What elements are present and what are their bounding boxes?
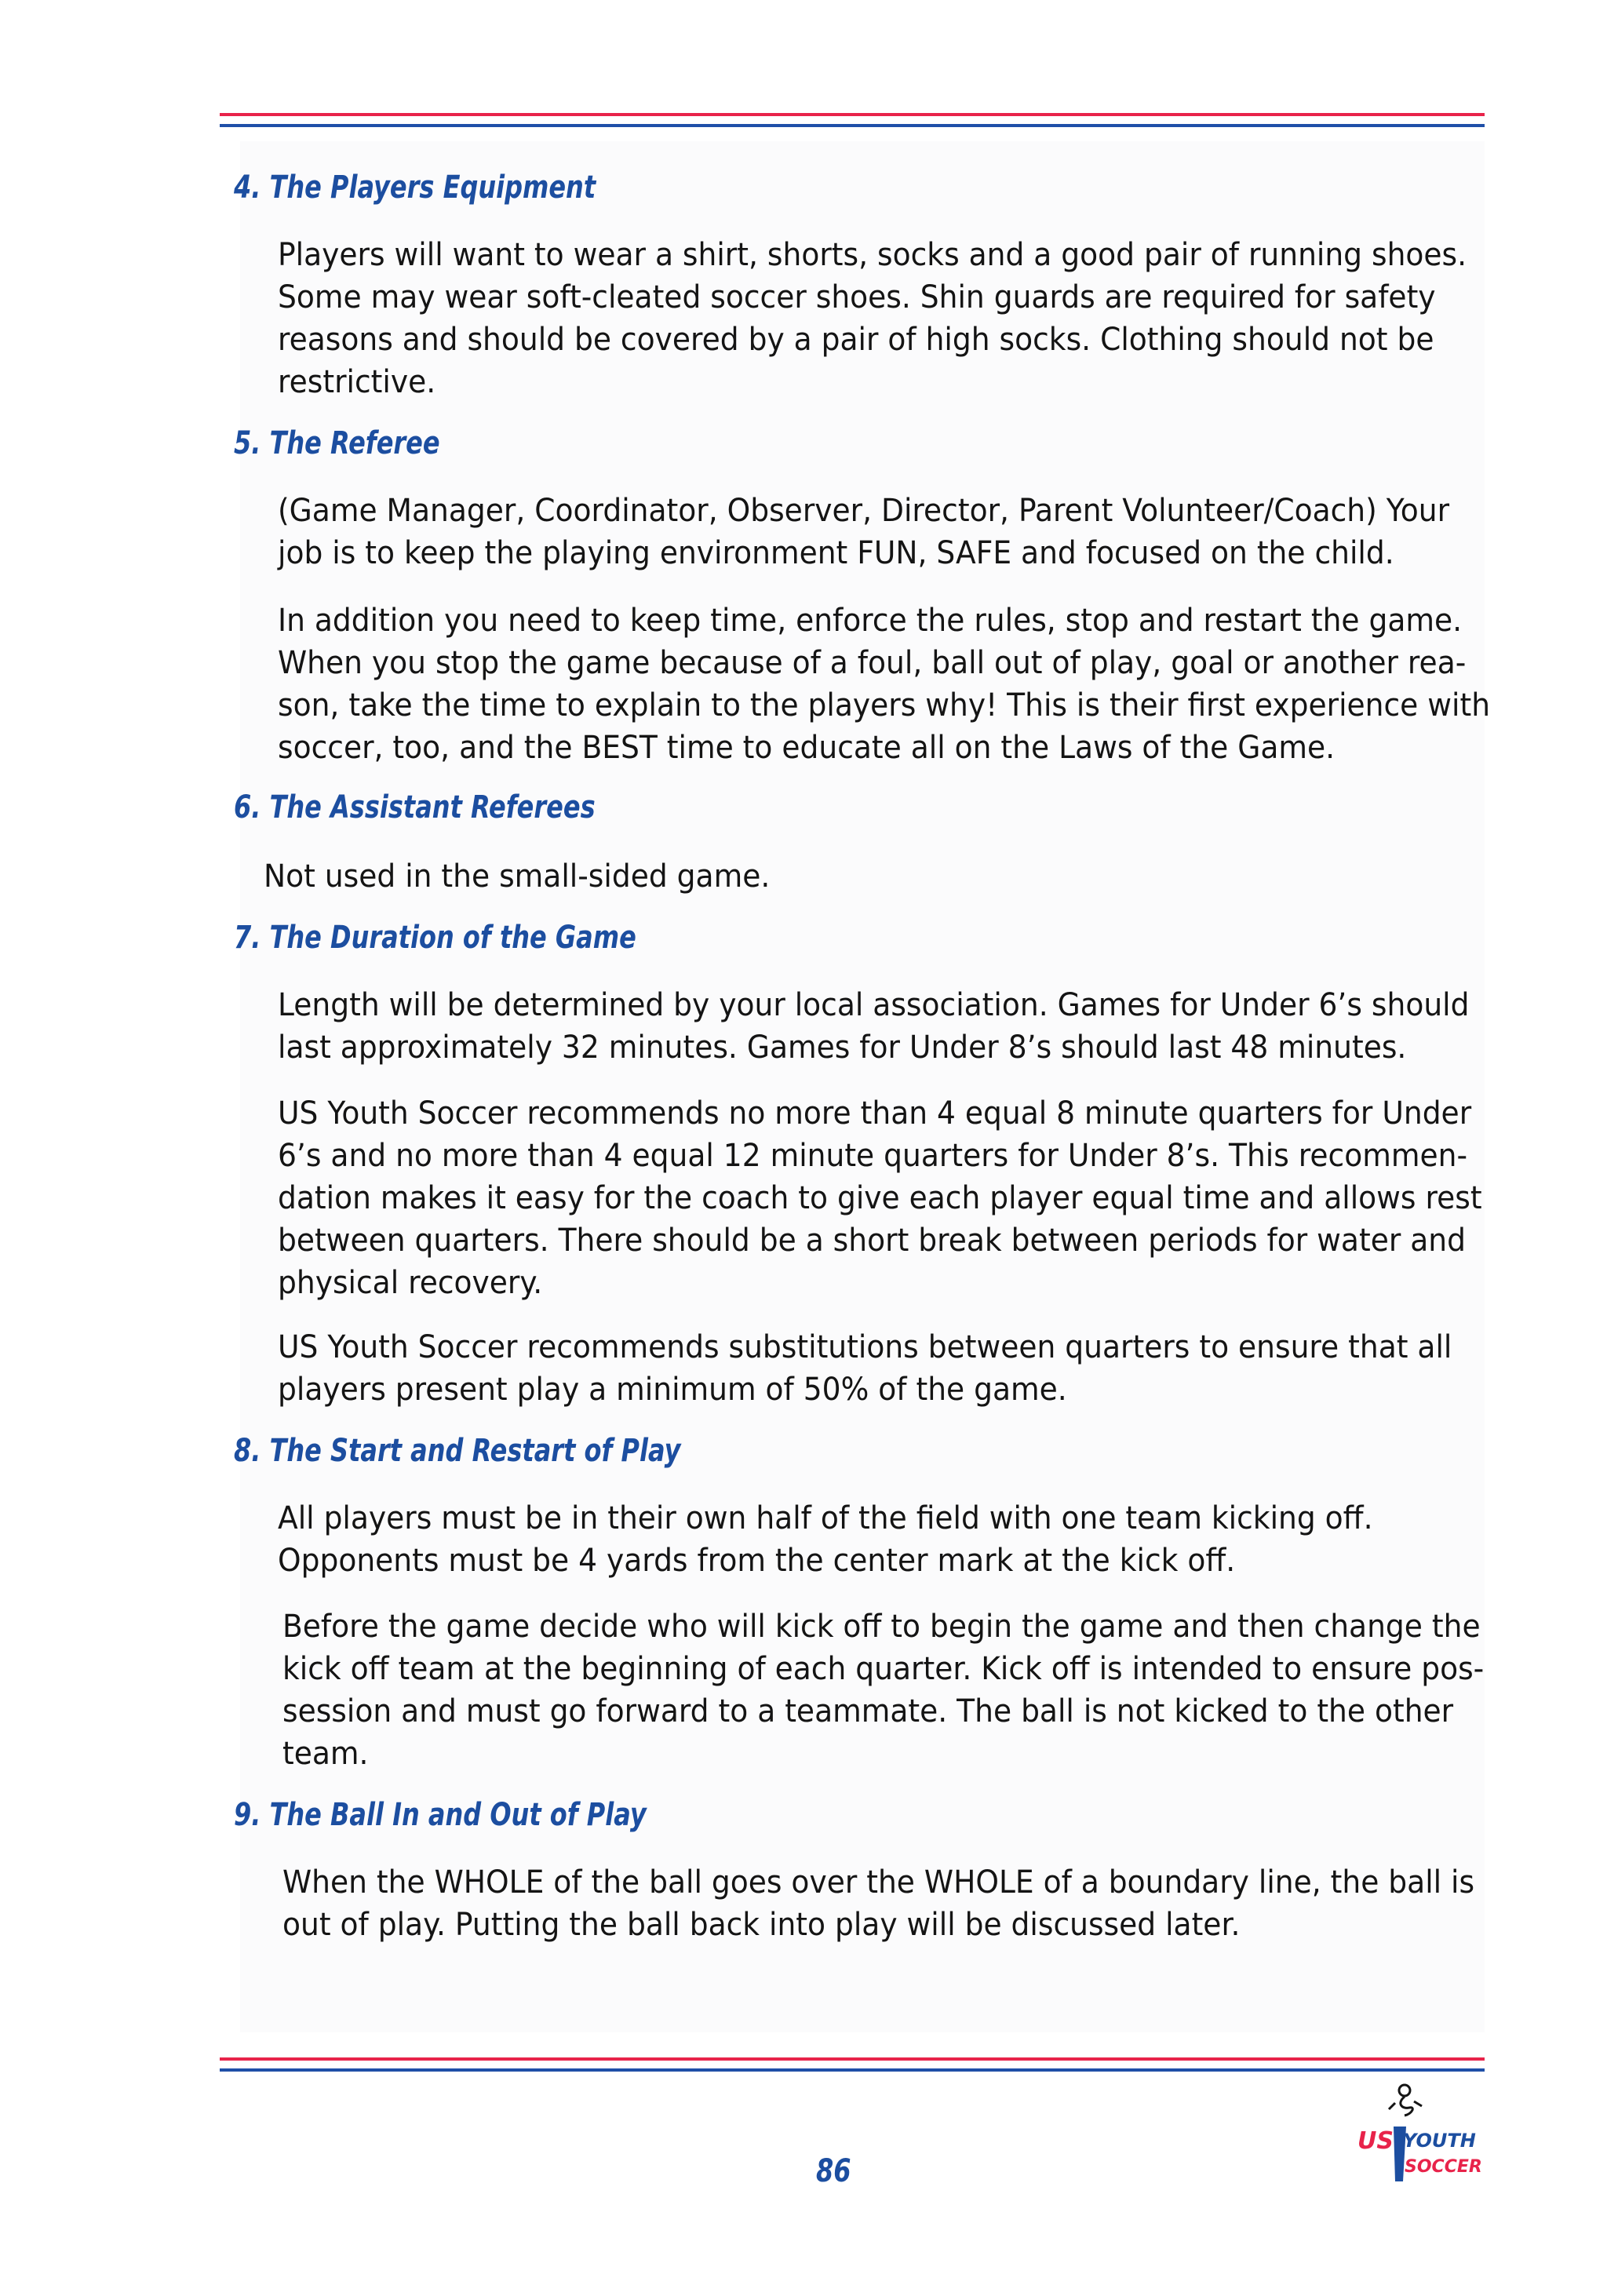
section-paragraph: When the WHOLE of the ball goes over the WHOLE of a boundary line, the ball is out of play. Putting the ball back into play will be discussed later.	[282, 1864, 1475, 1943]
section-paragraph: Not used in the small-sided game.	[264, 858, 771, 895]
section-heading-ball-in-out: 9. The Ball In and Out of Play	[234, 1797, 647, 1833]
section-heading-assistant-referees: 6. The Assistant Referees	[234, 789, 596, 825]
section-paragraph: Length will be determined by your local association. Games for Under 6’s should last approximately 32 minutes. Games for Under 8’s should last 48 minutes.	[278, 987, 1470, 1066]
logo-text-youth: YOUTH	[1403, 2130, 1476, 2152]
top-rule	[220, 113, 1485, 127]
section-paragraph: In addition you need to keep time, enforce the rules, stop and restart the game. When you stop the game because of a foul, ball out of play, goal or another rea- son, take the time to explain to the players why! This is their first experience with soccer, too, and the BEST time to educate all on the Laws of the Game.	[278, 603, 1491, 766]
player-figure-icon	[1389, 2085, 1422, 2116]
us-youth-soccer-logo	[1354, 2079, 1488, 2197]
page-number: 86	[816, 2153, 851, 2189]
section-paragraph: US Youth Soccer recommends no more than 4 equal 8 minute quarters for Under 6’s and no more than 4 equal 12 minute quarters for Under 8’s. This recommen- dation makes it easy for the coach to give each player equal time and allows rest between quarters. There should be a short break between periods for water and physical recovery.	[278, 1095, 1482, 1301]
logo-text-us: US	[1357, 2127, 1394, 2155]
section-paragraph: US Youth Soccer recommends substitutions between quarters to ensure that all players present play a minimum of 50% of the game.	[278, 1329, 1452, 1408]
section-paragraph: Before the game decide who will kick off to begin the game and then change the kick off team at the beginning of each quarter. Kick off is intended to ensure pos- session and must go forward to a teammate. The ball is not kicked to the other team.	[282, 1609, 1485, 1772]
section-heading-duration: 7. The Duration of the Game	[234, 920, 636, 956]
bottom-rule	[220, 2057, 1485, 2072]
section-paragraph: (Game Manager, Coordinator, Observer, Director, Parent Volunteer/Coach) Your job is to keep the playing environment FUN, SAFE and focused on the child.	[278, 493, 1450, 571]
section-heading-players-equipment: 4. The Players Equipment	[234, 169, 596, 206]
section-paragraph: All players must be in their own half of the field with one team kicking off. Opponents must be 4 yards from the center mark at the kick off.	[278, 1500, 1373, 1579]
section-heading-referee: 5. The Referee	[234, 425, 440, 461]
section-heading-start-restart: 8. The Start and Restart of Play	[234, 1433, 681, 1469]
logo-text-soccer: SOCCER	[1405, 2157, 1482, 2177]
section-paragraph: Players will want to wear a shirt, shorts, socks and a good pair of running shoes. Some may wear soft-cleated soccer shoes. Shin guards are required for safety reasons and should be covered by a pair of high socks. Clothing should not be restrictive.	[278, 237, 1467, 400]
